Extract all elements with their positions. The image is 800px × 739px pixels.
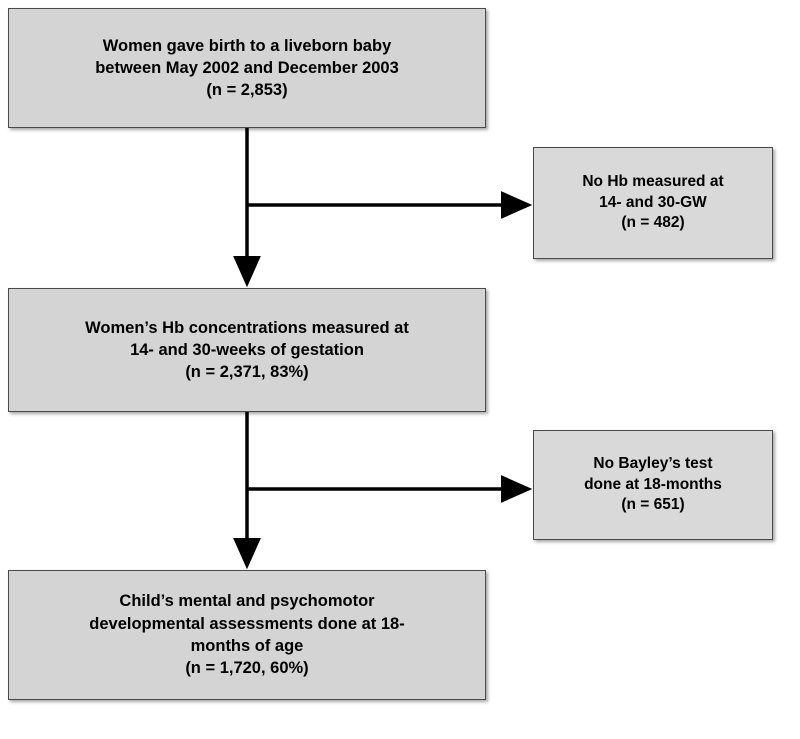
flow-node-no-bayley-line-3: (n = 651) xyxy=(621,496,685,514)
flow-node-no-hb-line-1: No Hb measured at xyxy=(582,172,724,190)
flow-node-births-line-2: between May 2002 and December 2003 xyxy=(95,58,399,77)
flow-node-no-hb-measured xyxy=(533,147,773,259)
flow-node-hb-measured-line-2: 14- and 30-weeks of gestation xyxy=(130,340,364,359)
flow-node-assessments-line-4: (n = 1,720, 60%) xyxy=(185,659,309,678)
flow-node-no-bayley-line-2: done at 18-months xyxy=(584,475,722,493)
flow-node-assessments-line-3: months of age xyxy=(190,637,304,655)
flow-node-no-bayley-line-1: No Bayley’s test xyxy=(593,454,713,472)
flow-node-births-line-3: (n = 2,853) xyxy=(206,81,288,100)
flow-node-assessments-line-1: Child’s mental and psychomotor xyxy=(119,592,375,611)
flow-node-assessments xyxy=(8,570,486,700)
flow-node-births xyxy=(8,8,486,128)
flow-node-no-bayley-test xyxy=(533,430,773,540)
flow-node-no-hb-line-3: (n = 482) xyxy=(621,214,685,232)
flow-node-hb-measured xyxy=(8,288,486,412)
flow-node-births-line-1: Women gave birth to a liveborn baby xyxy=(102,36,392,55)
flow-node-hb-measured-line-1: Women’s Hb concentrations measured at xyxy=(85,318,409,337)
flow-node-hb-measured-line-3: (n = 2,371, 83%) xyxy=(185,363,309,382)
flow-node-assessments-line-2: developmental assessments done at 18- xyxy=(89,614,405,633)
flow-node-no-hb-line-2: 14- and 30-GW xyxy=(599,193,707,211)
